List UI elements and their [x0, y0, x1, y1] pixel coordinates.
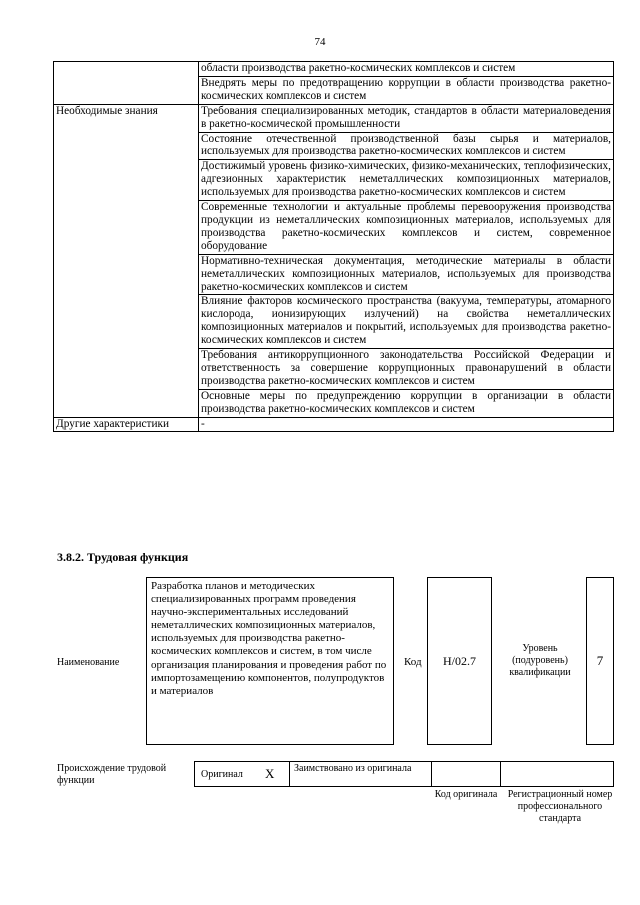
borrowed-cell	[290, 762, 432, 786]
origin-row	[194, 761, 614, 787]
code-value: H/02.7	[443, 653, 476, 668]
table-row	[54, 417, 614, 432]
code-original-cell	[432, 762, 501, 786]
row-label	[54, 62, 199, 105]
page-number: 74	[314, 36, 326, 48]
row-label: Другие характеристики	[54, 417, 199, 432]
row-label: Необходимые знания	[54, 104, 199, 417]
row-item: Требования специализированных методик, стандартов в области материаловедения в ракетно-космической промышленности	[199, 104, 614, 132]
code-box	[427, 577, 492, 745]
row-item: Нормативно-техническая документация, методические материалы в области неметаллических композиционных материалов, используемых для производства ракетно-космических комплексов и систем	[199, 254, 614, 295]
section-title: 3.8.2. Трудовая функция	[57, 550, 189, 564]
code-label: Код	[404, 656, 422, 668]
row-item: -	[199, 417, 614, 432]
level-box	[586, 577, 614, 745]
original-mark: X	[265, 766, 275, 781]
table-row	[54, 104, 614, 132]
function-name-text: Разработка планов и методических специализированных программ проведения научно-экспериментальных исследований неметаллических композиционных материалов, используемых для производства ракетно-космических комплексов и систем, в том числе организация планирования и проведения работ по импортозамещению компонентов, полупродуктов и материалов	[151, 580, 387, 697]
row-item: Основные меры по предупреждению коррупции в организации в области производства ракетно-космических комплексов и систем	[199, 389, 614, 417]
row-item: Достижимый уровень физико-химических, физико-механических, теплофизических, адгезионных характеристик неметаллических композиционных материалов, используемых для производства ракетно-космических комплексов и систем	[199, 160, 614, 201]
row-item: Состояние отечественной производственной базы сырья и материалов, используемых для производства ракетно-космических комплексов и систем	[199, 132, 614, 160]
original-label: Оригинал	[201, 769, 243, 780]
function-name-box	[146, 577, 394, 745]
row-item: Требования антикоррупционного законодательства Российской Федерации и ответственность за совершение коррупционных правонарушений в области производства ракетно-космических комплексов и систем	[199, 349, 614, 390]
row-item: Влияние факторов космического пространства (вакуума, температуры, атомарного кислорода, ионизирующих излучений) на свойства неметаллических композиционных материалов и покрытий, используемых для производства ракетно-космических комплексов и систем	[199, 295, 614, 349]
origin-label: Происхождение трудовой функции	[57, 763, 167, 786]
row-item: области производства ракетно-космических комплексов и систем	[199, 62, 614, 77]
borrowed-label: Заимствовано из оригинала	[294, 763, 412, 774]
reg-number-caption: Регистрационный номер профессионального стандарта	[507, 789, 613, 824]
code-original-caption: Код оригинала	[434, 789, 498, 800]
level-label: Уровень (подуровень) квалификации	[509, 643, 571, 678]
knowledge-table	[53, 61, 614, 432]
row-item: Современные технологии и актуальные проблемы перевооружения производства продукции из неметаллических композиционных материалов, используемых для производства ракетно-космических комплексов и систем, современное оборудование	[199, 201, 614, 255]
row-item: Внедрять меры по предотвращению коррупции в области производства ракетно-космических комплексов и систем	[199, 76, 614, 104]
function-name-label: Наименование	[57, 657, 120, 668]
original-cell	[195, 762, 290, 786]
table-row	[54, 62, 614, 77]
level-value: 7	[596, 653, 604, 668]
